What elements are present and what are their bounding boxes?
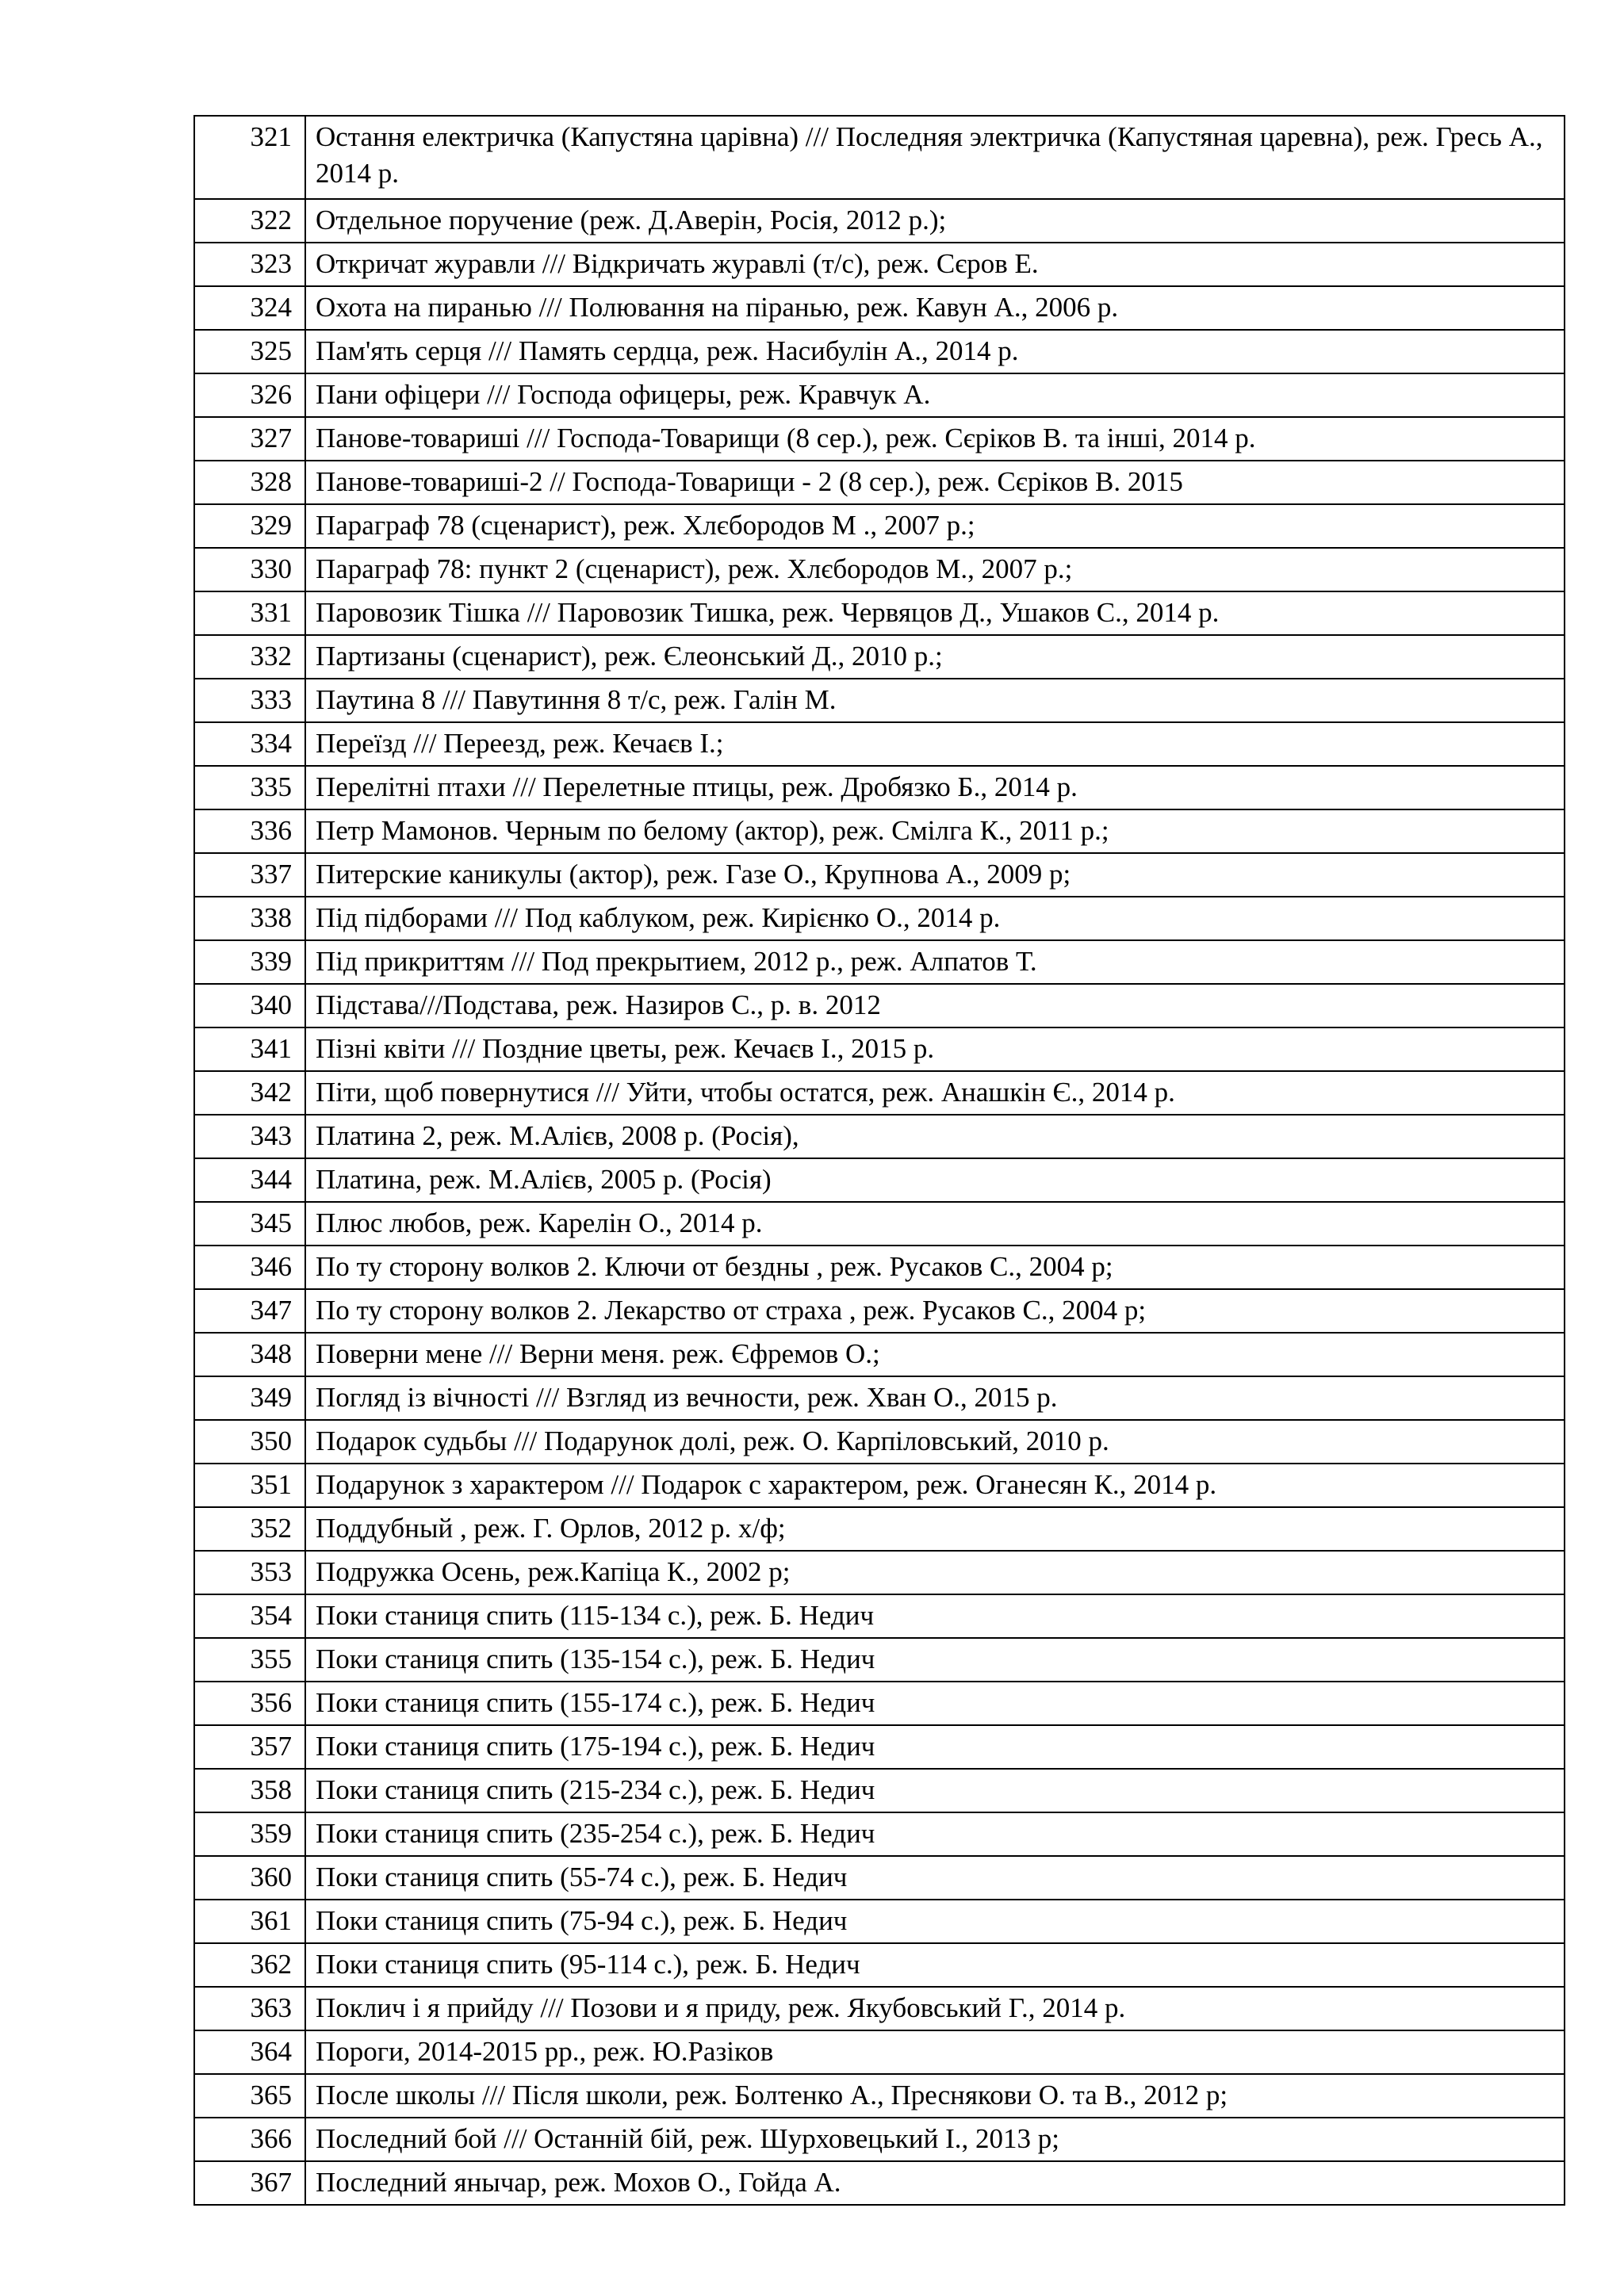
table-row: [194, 1158, 1565, 1202]
film-entry: Поки станиця спить (135-154 с.), реж. Б. Недич: [305, 1638, 1565, 1682]
film-entry: Платина 2, реж. М.Алієв, 2008 р. (Росія),: [305, 1115, 1565, 1158]
table-row: [194, 2118, 1565, 2161]
table-row: [194, 1071, 1565, 1115]
table-row: [194, 417, 1565, 461]
row-number: 321: [194, 116, 305, 199]
film-entry: Поки станиця спить (95-114 с.), реж. Б. Недич: [305, 1943, 1565, 1987]
film-entry: Последний янычар, реж. Мохов О., Гойда А.: [305, 2161, 1565, 2205]
film-entry: Параграф 78 (сценарист), реж. Хлєбородов М ., 2007 р.;: [305, 504, 1565, 548]
table-row: [194, 373, 1565, 417]
table-row: [194, 1246, 1565, 1289]
film-entry: Поверни мене /// Верни меня. реж. Єфремов О.;: [305, 1333, 1565, 1376]
table-row: [194, 1725, 1565, 1769]
row-number: 365: [194, 2074, 305, 2118]
table-row: [194, 286, 1565, 330]
film-entry: Поки станиця спить (115-134 с.), реж. Б. Недич: [305, 1594, 1565, 1638]
film-entry: После школы /// Після школи, реж. Болтенко А., Преснякови О. та В., 2012 р;: [305, 2074, 1565, 2118]
row-number: 353: [194, 1551, 305, 1594]
row-number: 364: [194, 2030, 305, 2074]
film-entry: Погляд із вічності /// Взгляд из вечности, реж. Хван О., 2015 р.: [305, 1376, 1565, 1420]
row-number: 352: [194, 1507, 305, 1551]
table-row: [194, 1943, 1565, 1987]
row-number: 328: [194, 461, 305, 504]
table-row: [194, 2074, 1565, 2118]
table-row: [194, 199, 1565, 243]
row-number: 334: [194, 722, 305, 766]
film-entry: Панове-товариші /// Господа-Товарищи (8 сер.), реж. Сєріков В. та інші, 2014 р.: [305, 417, 1565, 461]
row-number: 337: [194, 853, 305, 897]
table-row: [194, 591, 1565, 635]
table-row: [194, 548, 1565, 591]
film-entry: Питерские каникулы (актор), реж. Газе О., Крупнова А., 2009 р;: [305, 853, 1565, 897]
table-row: [194, 1333, 1565, 1376]
film-entry: Поки станиця спить (215-234 с.), реж. Б. Недич: [305, 1769, 1565, 1812]
row-number: 324: [194, 286, 305, 330]
row-number: 342: [194, 1071, 305, 1115]
table-row: [194, 635, 1565, 679]
table-row: [194, 116, 1565, 199]
film-entry: Паутина 8 /// Павутиння 8 т/с, реж. Галін М.: [305, 679, 1565, 722]
table-row: [194, 1376, 1565, 1420]
table-row: [194, 1900, 1565, 1943]
table-row: [194, 1289, 1565, 1333]
table-row: [194, 1507, 1565, 1551]
row-number: 339: [194, 940, 305, 984]
film-entry: Охота на пиранью /// Полювання на піранью, реж. Кавун А., 2006 р.: [305, 286, 1565, 330]
table-row: [194, 1594, 1565, 1638]
film-entry: Поки станиця спить (55-74 с.), реж. Б. Недич: [305, 1856, 1565, 1900]
film-entry: Поки станиця спить (235-254 с.), реж. Б. Недич: [305, 1812, 1565, 1856]
row-number: 331: [194, 591, 305, 635]
table-row: [194, 1464, 1565, 1507]
table-row: [194, 2161, 1565, 2205]
film-entry: Паровозик Тішка /// Паровозик Тишка, реж. Червяцов Д., Ушаков С., 2014 р.: [305, 591, 1565, 635]
table-row: [194, 1202, 1565, 1246]
table-row: [194, 1551, 1565, 1594]
film-entry: Партизаны (сценарист), реж. Єлеонський Д., 2010 р.;: [305, 635, 1565, 679]
film-entry: Откричат журавли /// Відкричать журавлі (т/с), реж. Сєров Е.: [305, 243, 1565, 286]
row-number: 360: [194, 1856, 305, 1900]
row-number: 330: [194, 548, 305, 591]
row-number: 361: [194, 1900, 305, 1943]
row-number: 363: [194, 1987, 305, 2030]
film-entry: Поки станиця спить (155-174 с.), реж. Б. Недич: [305, 1682, 1565, 1725]
row-number: 357: [194, 1725, 305, 1769]
film-entry: Подарунок з характером /// Подарок с характером, реж. Оганесян К., 2014 р.: [305, 1464, 1565, 1507]
row-number: 336: [194, 809, 305, 853]
row-number: 358: [194, 1769, 305, 1812]
film-entry: Поки станиця спить (75-94 с.), реж. Б. Недич: [305, 1900, 1565, 1943]
film-entry: По ту сторону волков 2. Лекарство от страха , реж. Русаков С., 2004 р;: [305, 1289, 1565, 1333]
table-row: [194, 1987, 1565, 2030]
film-entry: Подружка Осень, реж.Капіца К., 2002 р;: [305, 1551, 1565, 1594]
film-entry: Поклич і я прийду /// Позови и я приду, реж. Якубовський Г., 2014 р.: [305, 1987, 1565, 2030]
table-row: [194, 243, 1565, 286]
row-number: 367: [194, 2161, 305, 2205]
table-row: [194, 853, 1565, 897]
table-row: [194, 1115, 1565, 1158]
table-row: [194, 1856, 1565, 1900]
film-entry: Параграф 78: пункт 2 (сценарист), реж. Хлєбородов М., 2007 р.;: [305, 548, 1565, 591]
row-number: 354: [194, 1594, 305, 1638]
table-row: [194, 679, 1565, 722]
row-number: 333: [194, 679, 305, 722]
film-entry: Поддубный , реж. Г. Орлов, 2012 р. х/ф;: [305, 1507, 1565, 1551]
film-entry: Платина, реж. М.Алієв, 2005 р. (Росія): [305, 1158, 1565, 1202]
table-row: [194, 1769, 1565, 1812]
row-number: 359: [194, 1812, 305, 1856]
row-number: 326: [194, 373, 305, 417]
row-number: 329: [194, 504, 305, 548]
row-number: 349: [194, 1376, 305, 1420]
table-row: [194, 940, 1565, 984]
film-list-body: [194, 116, 1565, 2205]
film-entry: Подарок судьбы /// Подарунок долі, реж. О. Карпіловський, 2010 р.: [305, 1420, 1565, 1464]
row-number: 335: [194, 766, 305, 809]
row-number: 348: [194, 1333, 305, 1376]
film-entry: Последний бой /// Останній бій, реж. Шурховецький І., 2013 р;: [305, 2118, 1565, 2161]
table-row: [194, 984, 1565, 1027]
film-entry: Підстава///Подстава, реж. Назиров С., р. в. 2012: [305, 984, 1565, 1027]
row-number: 332: [194, 635, 305, 679]
row-number: 346: [194, 1246, 305, 1289]
table-row: [194, 722, 1565, 766]
row-number: 338: [194, 897, 305, 940]
table-row: [194, 1638, 1565, 1682]
row-number: 341: [194, 1027, 305, 1071]
table-row: [194, 1812, 1565, 1856]
table-row: [194, 809, 1565, 853]
row-number: 356: [194, 1682, 305, 1725]
film-entry: Під прикриттям /// Под прекрытием, 2012 р., реж. Алпатов Т.: [305, 940, 1565, 984]
film-entry: Перелітні птахи /// Перелетные птицы, реж. Дробязко Б., 2014 р.: [305, 766, 1565, 809]
film-entry: Піти, щоб повернутися /// Уйти, чтобы остатся, реж. Анашкін Є., 2014 р.: [305, 1071, 1565, 1115]
row-number: 325: [194, 330, 305, 373]
film-entry: Остання електричка (Капустяна царівна) /// Последняя электричка (Капустяная царевна), реж. Гресь А., 2014 р.: [305, 116, 1565, 199]
row-number: 327: [194, 417, 305, 461]
film-entry: Пізні квіти /// Поздние цветы, реж. Кечаєв І., 2015 р.: [305, 1027, 1565, 1071]
table-row: [194, 2030, 1565, 2074]
row-number: 322: [194, 199, 305, 243]
table-row: [194, 1027, 1565, 1071]
row-number: 343: [194, 1115, 305, 1158]
table-row: [194, 766, 1565, 809]
row-number: 347: [194, 1289, 305, 1333]
film-entry: По ту сторону волков 2. Ключи от бездны , реж. Русаков С., 2004 р;: [305, 1246, 1565, 1289]
film-entry: Панове-товариші-2 // Господа-Товарищи - 2 (8 сер.), реж. Сєріков В. 2015: [305, 461, 1565, 504]
row-number: 355: [194, 1638, 305, 1682]
film-entry: Переїзд /// Переезд, реж. Кечаєв І.;: [305, 722, 1565, 766]
row-number: 350: [194, 1420, 305, 1464]
film-entry: Пани офіцери /// Господа офицеры, реж. Кравчук А.: [305, 373, 1565, 417]
row-number: 351: [194, 1464, 305, 1507]
film-entry: Отдельное поручение (реж. Д.Аверін, Росія, 2012 р.);: [305, 199, 1565, 243]
film-entry: Під підборами /// Под каблуком, реж. Кирієнко О., 2014 р.: [305, 897, 1565, 940]
film-list-table: [193, 115, 1565, 2206]
table-row: [194, 330, 1565, 373]
film-entry: Пороги, 2014-2015 рр., реж. Ю.Разіков: [305, 2030, 1565, 2074]
table-row: [194, 504, 1565, 548]
row-number: 345: [194, 1202, 305, 1246]
row-number: 366: [194, 2118, 305, 2161]
film-entry: Поки станиця спить (175-194 с.), реж. Б. Недич: [305, 1725, 1565, 1769]
row-number: 340: [194, 984, 305, 1027]
table-row: [194, 1420, 1565, 1464]
film-entry: Пам'ять серця /// Память сердца, реж. Насибулін А., 2014 р.: [305, 330, 1565, 373]
row-number: 344: [194, 1158, 305, 1202]
table-row: [194, 1682, 1565, 1725]
table-row: [194, 461, 1565, 504]
row-number: 362: [194, 1943, 305, 1987]
table-row: [194, 897, 1565, 940]
row-number: 323: [194, 243, 305, 286]
film-entry: Петр Мамонов. Черным по белому (актор), реж. Смілга К., 2011 р.;: [305, 809, 1565, 853]
film-entry: Плюс любов, реж. Карелін О., 2014 р.: [305, 1202, 1565, 1246]
